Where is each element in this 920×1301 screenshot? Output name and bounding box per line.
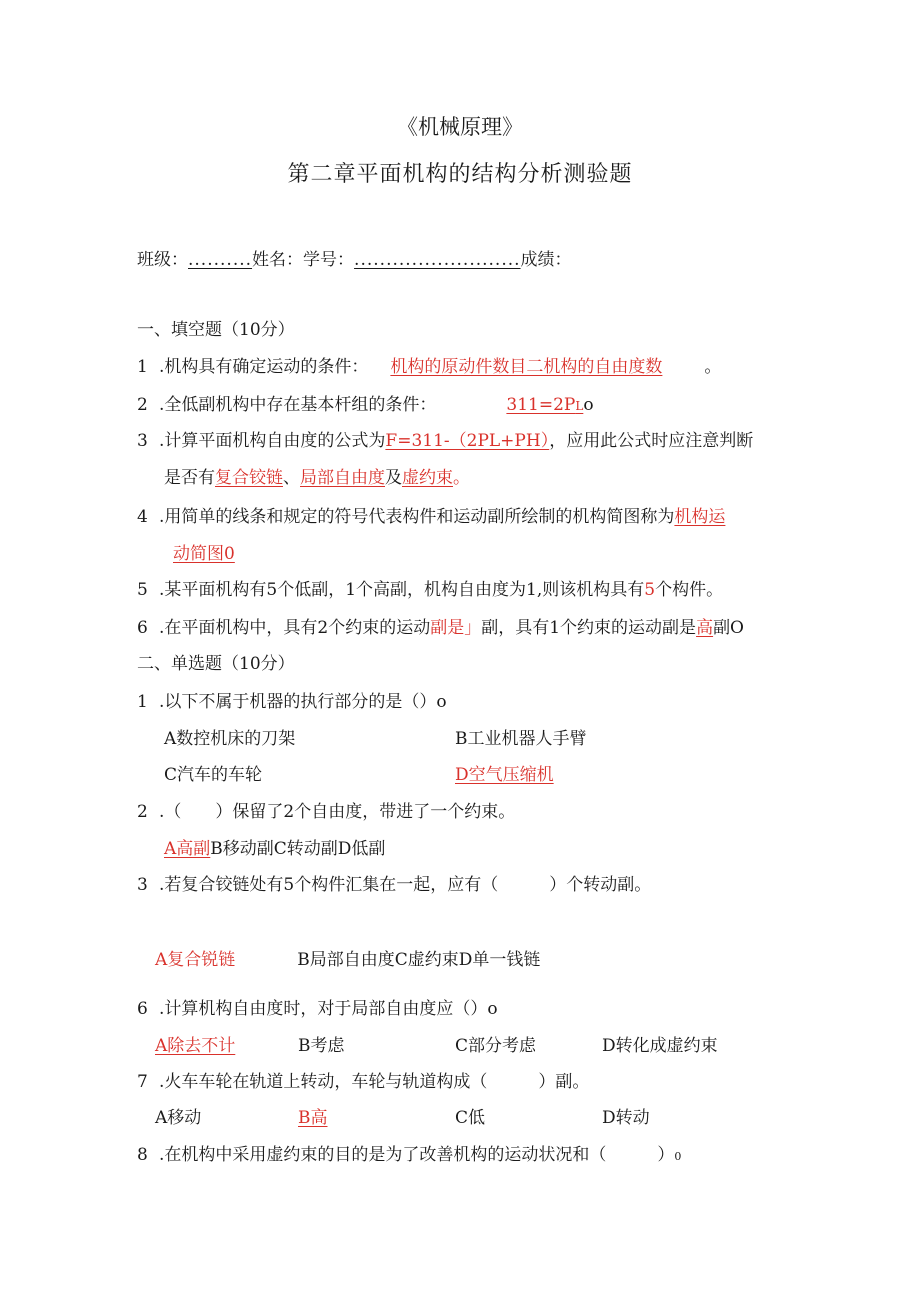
choice-question-7: 7 .火车车轮在轨道上转动，车轮与轨道构成（ ）副。 bbox=[137, 1072, 590, 1092]
option-c: C部分考虑 bbox=[455, 1036, 537, 1056]
class-label: 班级： bbox=[137, 250, 188, 270]
option-b: B工业机器人手臂 bbox=[455, 729, 587, 749]
option-d-answer: D空气压缩机 bbox=[455, 765, 554, 785]
option-c: C低 bbox=[455, 1108, 486, 1128]
fill-question-4-line2 bbox=[173, 542, 235, 566]
choice-question-2: 2 .（ ）保留了2个自由度，带进了一个约束。 bbox=[137, 802, 516, 822]
option-a-answer: A除去不计 bbox=[155, 1036, 236, 1056]
answer-text: 副是」 bbox=[430, 618, 482, 638]
fill-question-2: 2 .全低副机构中存在基本杆组的条件： 311=2PLo bbox=[137, 395, 594, 415]
answer-text: 局部自由度 bbox=[300, 468, 385, 488]
option-b: B考虑 bbox=[298, 1036, 345, 1056]
fill-question-5: 5 .某平面机构有5个低副，1个高副，机构自由度为1,则该机构具有5个构件。 bbox=[137, 580, 724, 600]
class-blank: .......... bbox=[188, 250, 253, 270]
chapter-title: 第二章平面机构的结构分析测验题 bbox=[287, 162, 633, 187]
choice-question-6: 6 .计算机构自由度时，对于局部自由度应（）o bbox=[137, 999, 498, 1019]
answer-text: F=311-（2PL+PH） bbox=[385, 431, 550, 451]
option-d: D转动 bbox=[602, 1108, 650, 1128]
document-title: 《机械原理》 bbox=[397, 115, 523, 139]
id-label: 学号： bbox=[303, 250, 355, 270]
answer-text: 复合铰链 bbox=[215, 468, 283, 488]
option-c: C汽车的车轮 bbox=[164, 765, 263, 785]
choice-question-3-options: A复合锐链 B局部自由度C虚约束D单一钱链 bbox=[155, 950, 541, 970]
id-blank: .......................... bbox=[354, 250, 521, 270]
section1-heading: 一、填空题（10分） bbox=[137, 320, 295, 340]
choice-question-1: 1 .以下不属于机器的执行部分的是（）o bbox=[137, 692, 447, 712]
answer-text: 动简图0 bbox=[173, 544, 235, 564]
answer-text: A高副 bbox=[164, 839, 211, 859]
answer-text: 311=2PL bbox=[506, 395, 584, 415]
fill-question-3-line2: 是否有复合铰链、局部自由度及虚约束。 bbox=[164, 468, 470, 488]
answer-text: 机构的原动件数目二机构的自由度数 bbox=[390, 357, 663, 377]
name-label: 姓名： bbox=[252, 250, 304, 270]
section2-heading: 二、单选题（10分） bbox=[137, 654, 295, 674]
answer-text: 虚约束 bbox=[402, 468, 453, 488]
choice-question-3: 3 .若复合铰链处有5个构件汇集在一起，应有（ ）个转动副。 bbox=[137, 875, 652, 895]
fill-question-1: 1 .机构具有确定运动的条件： 机构的原动件数目二机构的自由度数 。 bbox=[137, 357, 722, 377]
answer-text: 5 bbox=[644, 580, 656, 600]
option-d: D转化成虚约束 bbox=[602, 1036, 718, 1056]
answer-text: A复合锐链 bbox=[155, 950, 236, 970]
option-a: A移动 bbox=[155, 1108, 202, 1128]
fill-question-6: 6 .在平面机构中，具有2个约束的运动副是」副，具有1个约束的运动副是高副O bbox=[137, 618, 744, 638]
option-b-answer: B高 bbox=[298, 1108, 328, 1128]
choice-question-2-options: A高副B移动副C转动副D低副 bbox=[164, 839, 386, 859]
option-a: A数控机床的刀架 bbox=[164, 729, 296, 749]
student-info-line bbox=[137, 248, 572, 272]
fill-question-3: 3 .计算平面机构自由度的公式为F=311-（2PL+PH），应用此公式时应注意判断 bbox=[137, 431, 754, 451]
answer-text: 高 bbox=[696, 618, 714, 638]
score-label: 成绩： bbox=[520, 250, 572, 270]
fill-question-4: 4 .用简单的线条和规定的符号代表构件和运动副所绘制的机构简图称为机构运 bbox=[137, 507, 726, 527]
answer-text: 机构运 bbox=[674, 507, 726, 527]
choice-question-8: 8 .在机构中采用虚约束的目的是为了改善机构的运动状况和（ ）0 bbox=[137, 1145, 682, 1165]
